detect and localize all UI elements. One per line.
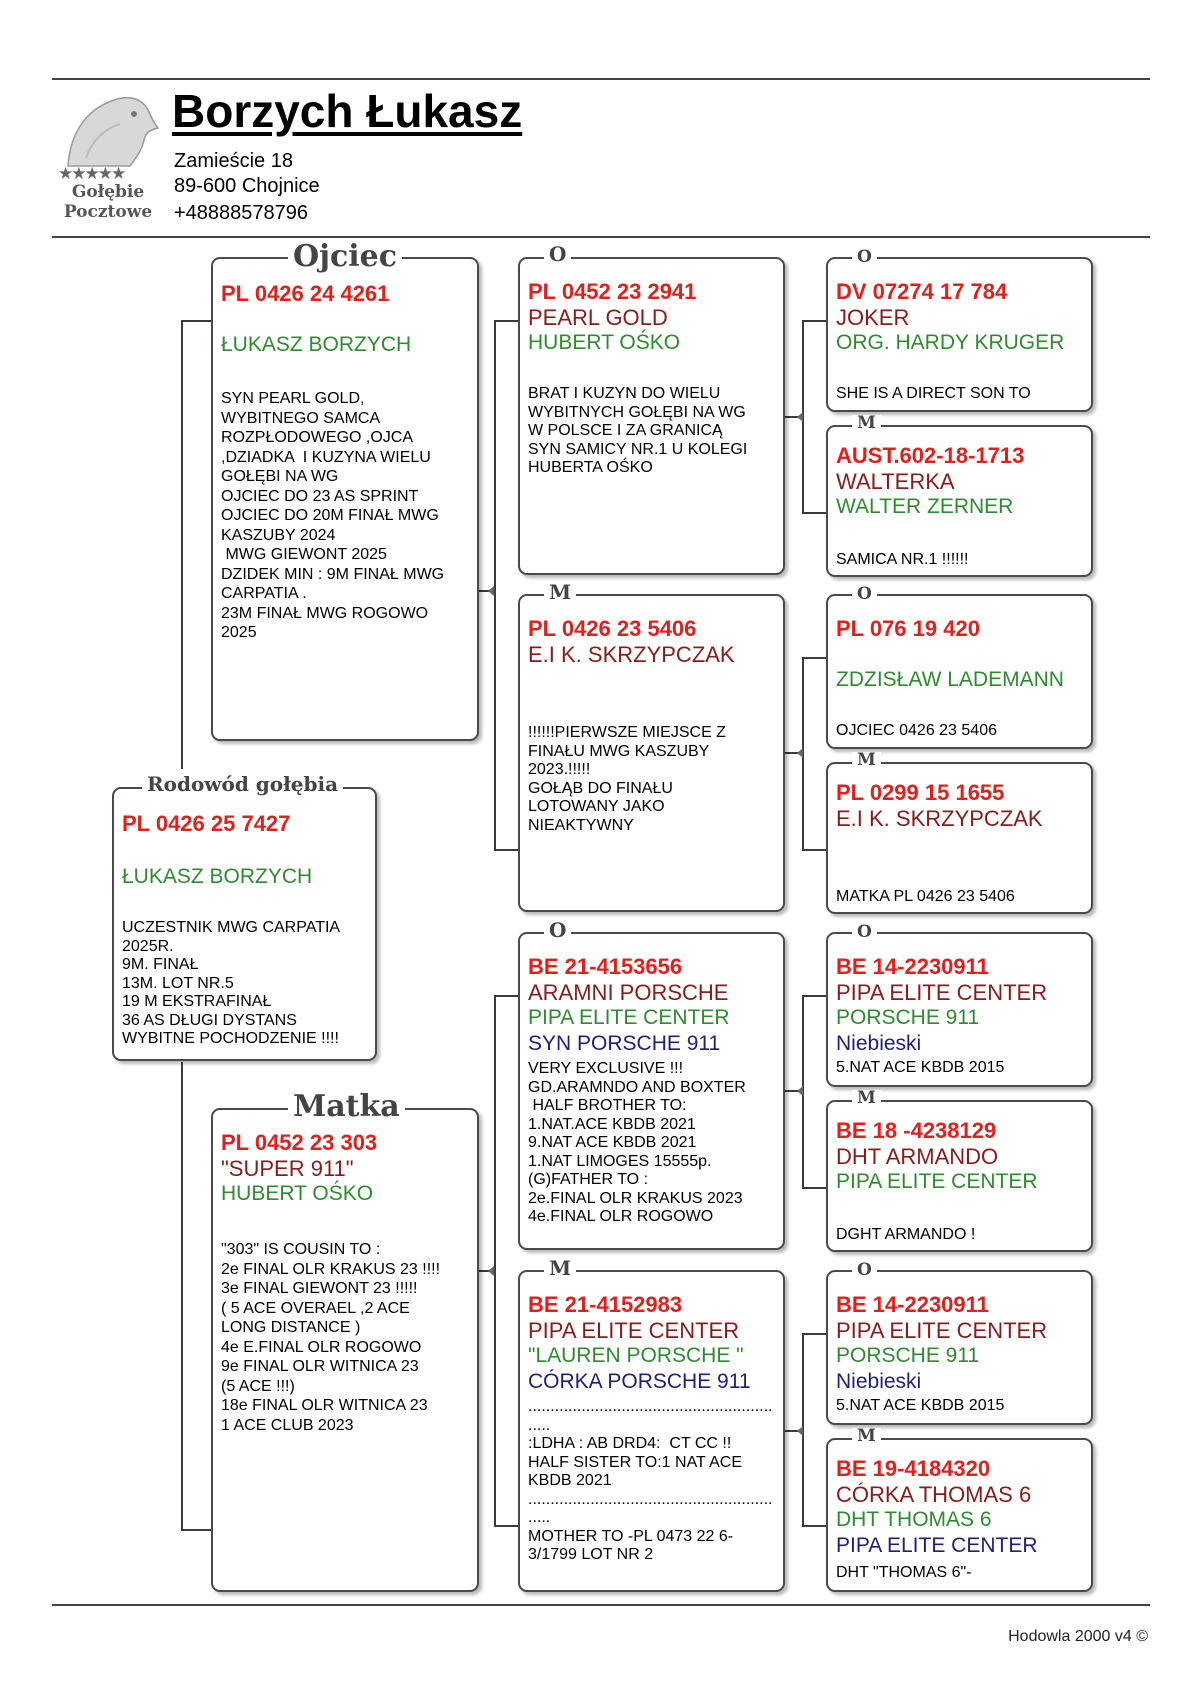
- mmm-note: DHT "THOMAS 6"-: [836, 1564, 972, 1581]
- mf-breeder: PIPA ELITE CENTER: [528, 1006, 730, 1029]
- mff-card: [826, 932, 1093, 1087]
- footer-credit: Hodowla 2000 v4 ©: [1008, 1628, 1148, 1645]
- fmf-label: O: [852, 586, 877, 603]
- mfm-ring: BE 18 -4238129: [836, 1118, 997, 1143]
- fff-note: SHE IS A DIRECT SON TO: [836, 385, 1031, 402]
- address-street: Zamieście 18: [174, 150, 293, 172]
- mf-color: SYN PORSCHE 911: [528, 1032, 721, 1055]
- fmf-card: [826, 594, 1093, 749]
- father-breeder: ŁUKASZ BORZYCH: [221, 333, 412, 356]
- pigeon-head-icon: [56, 88, 160, 168]
- mm-desc: ....................................................... ..... :LDHA : AB DRD4: CT CC !! HALF SISTER TO:1 NAT ACE KBDB 2021 ....................................................... ..... MOTHER TO -PL 0473 22 6- 3/1799 LOT NR 2: [528, 1398, 773, 1563]
- fm-card: [518, 594, 785, 912]
- mf-ring: BE 21-4153656: [528, 954, 683, 979]
- footer-rule: [52, 1604, 1150, 1606]
- ffm-card: [826, 425, 1093, 577]
- subject-breeder: ŁUKASZ BORZYCH: [122, 865, 313, 888]
- mff-name: PIPA ELITE CENTER: [836, 980, 1048, 1005]
- mff-note: 5.NAT ACE KBDB 2015: [836, 1059, 1005, 1076]
- mff-label: O: [852, 924, 877, 941]
- mm-ring: BE 21-4152983: [528, 1292, 683, 1317]
- mmm-name: CÓRKA THOMAS 6: [836, 1482, 1032, 1507]
- mfm-note: DGHT ARMANDO !: [836, 1226, 976, 1243]
- subject-label: Rodowód gołębia: [142, 774, 343, 794]
- ff-ring: PL 0452 23 2941: [528, 279, 697, 304]
- mother-breeder: HUBERT OŚKO: [221, 1182, 374, 1205]
- fff-card: [826, 257, 1093, 412]
- ffm-name: WALTERKA: [836, 469, 955, 494]
- mmm-ring: BE 19-4184320: [836, 1456, 991, 1481]
- subject-card: [112, 787, 377, 1061]
- subject-desc: UCZESTNIK MWG CARPATIA 2025R. 9M. FINAŁ 13M. LOT NR.5 19 M EKSTRAFINAŁ 36 AS DŁUGI DYSTANS WYBITNE POCHODZENIE !!!!: [122, 919, 341, 1047]
- mmm-label: M: [852, 1428, 881, 1445]
- mfm-name: DHT ARMANDO: [836, 1144, 999, 1169]
- mmf-breeder: PORSCHE 911: [836, 1344, 980, 1367]
- header-rule: [52, 236, 1150, 238]
- ffm-note: SAMICA NR.1 !!!!!!: [836, 551, 969, 568]
- mother-name: "SUPER 911": [221, 1156, 354, 1181]
- ffm-ring: AUST.602-18-1713: [836, 443, 1025, 468]
- mf-desc: VERY EXCLUSIVE !!! GD.ARAMNDO AND BOXTER HALF BROTHER TO: 1.NAT.ACE KBDB 2021 9.NAT ACE KBDB 2021 1.NAT LIMOGES 15555p. (G)FATHER TO : 2e.FINAL OLR KRAKUS 2023 4e.FINAL OLR ROGOWO: [528, 1060, 746, 1225]
- mmf-note: 5.NAT ACE KBDB 2015: [836, 1397, 1005, 1414]
- phone: +48888578796: [174, 202, 309, 224]
- fmm-note: MATKA PL 0426 23 5406: [836, 888, 1015, 905]
- mff-ring: BE 14-2230911: [836, 954, 989, 979]
- ff-desc: BRAT I KUZYN DO WIELU WYBITNYCH GOŁĘBI NA WG W POLSCE I ZA GRANICĄ SYN SAMICY NR.1 U KOLEGI HUBERTA OŚKO: [528, 385, 748, 476]
- mother-ring: PL 0452 23 303: [221, 1130, 378, 1155]
- logo: [56, 88, 160, 224]
- mm-breeder: "LAUREN PORSCHE ": [528, 1344, 744, 1367]
- mm-label: M: [544, 1258, 576, 1278]
- fmm-name: E.I K. SKRZYPCZAK: [836, 806, 1043, 831]
- fff-ring: DV 07274 17 784: [836, 279, 1008, 304]
- mmm-breeder: DHT THOMAS 6: [836, 1508, 992, 1531]
- fmm-ring: PL 0299 15 1655: [836, 780, 1005, 805]
- fmm-label: M: [852, 752, 881, 769]
- fm-name: E.I K. SKRZYPCZAK: [528, 642, 735, 667]
- mmf-card: [826, 1270, 1093, 1425]
- address-city: 89-600 Chojnice: [174, 175, 320, 197]
- mother-desc: "303" IS COUSIN TO : 2e FINAL OLR KRAKUS 23 !!!! 3e FINAL GIEWONT 23 !!!!! ( 5 ACE OVERAEL ,2 ACE LONG DISTANCE ) 4e E.FINAL OLR ROGOWO 9e FINAL OLR WITNICA 23 (5 ACE !!!) 18e FINAL OLR WITNICA 23 1 ACE CLUB 2023: [221, 1241, 441, 1434]
- mmf-color: Niebieski: [836, 1370, 922, 1393]
- mmm-card: [826, 1438, 1093, 1592]
- mfm-card: [826, 1100, 1093, 1252]
- mf-label: O: [544, 920, 571, 940]
- logo-line1: Gołębie: [71, 182, 145, 202]
- fmf-note: OJCIEC 0426 23 5406: [836, 722, 997, 739]
- father-label: Ojciec: [288, 242, 402, 272]
- fff-breeder: ORG. HARDY KRUGER: [836, 331, 1065, 354]
- mf-name: ARAMNI PORSCHE: [528, 980, 729, 1005]
- ffm-breeder: WALTER ZERNER: [836, 495, 1014, 518]
- mmm-color: PIPA ELITE CENTER: [836, 1534, 1038, 1557]
- fm-desc: !!!!!!PIERWSZE MIEJSCE Z FINAŁU MWG KASZUBY 2023.!!!!! GOŁĄB DO FINAŁU LOTOWANY JAKO NIEAKTYWNY: [528, 724, 726, 834]
- fff-name: JOKER: [836, 305, 910, 330]
- mm-card: [518, 1270, 785, 1592]
- logo-line2: Pocztowe: [63, 202, 153, 222]
- mf-card: [518, 932, 785, 1250]
- mmf-ring: BE 14-2230911: [836, 1292, 989, 1317]
- father-desc: SYN PEARL GOLD, WYBITNEGO SAMCA ROZPŁODOWEGO ,OJCA ,DZIADKA I KUZYNA WIELU GOŁĘBI NA WG OJCIEC DO 23 AS SPRINT OJCIEC DO 20M FINAŁ MWG KASZUBY 2024 MWG GIEWONT 2025 DZIDEK MIN : 9M FINAŁ MWG CARPATIA . 23M FINAŁ MWG ROGOWO 2025: [221, 390, 445, 641]
- mfm-breeder: PIPA ELITE CENTER: [836, 1170, 1038, 1193]
- mother-card: [211, 1108, 479, 1592]
- ff-card: [518, 257, 785, 575]
- mff-breeder: PORSCHE 911: [836, 1006, 980, 1029]
- mff-color: Niebieski: [836, 1032, 922, 1055]
- mm-color: CÓRKA PORSCHE 911: [528, 1370, 751, 1393]
- owner-name: Borzych Łukasz: [172, 85, 523, 137]
- fff-label: O: [852, 249, 877, 266]
- fmf-breeder: ZDZISŁAW LADEMANN: [836, 668, 1064, 691]
- mfm-label: M: [852, 1090, 881, 1107]
- fmm-card: [826, 762, 1093, 914]
- mmf-name: PIPA ELITE CENTER: [836, 1318, 1048, 1343]
- mother-label: Matka: [288, 1092, 405, 1122]
- father-ring: PL 0426 24 4261: [221, 281, 390, 306]
- ff-name: PEARL GOLD: [528, 305, 668, 330]
- ffm-label: M: [852, 415, 881, 432]
- fm-ring: PL 0426 23 5406: [528, 616, 697, 641]
- mm-name: PIPA ELITE CENTER: [528, 1318, 740, 1343]
- father-card: [211, 257, 479, 741]
- subject-ring: PL 0426 25 7427: [122, 811, 291, 836]
- fmf-ring: PL 076 19 420: [836, 616, 980, 641]
- ff-label: O: [544, 244, 571, 264]
- mmf-label: O: [852, 1262, 877, 1279]
- ff-breeder: HUBERT OŚKO: [528, 331, 681, 354]
- top-rule: [52, 78, 1150, 80]
- logo-stars: ★★★★★: [58, 164, 125, 184]
- fm-label: M: [544, 582, 576, 602]
